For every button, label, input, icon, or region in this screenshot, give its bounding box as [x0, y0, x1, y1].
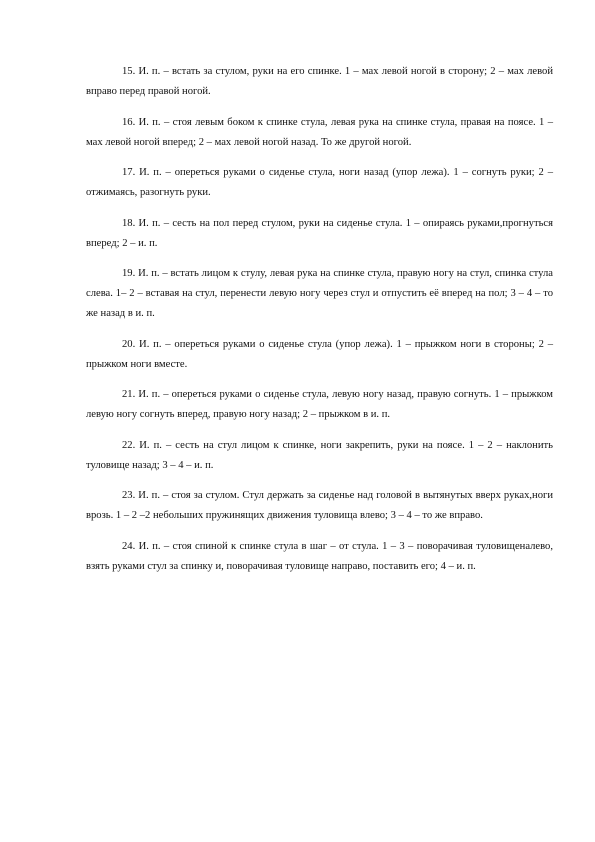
exercise-17: 17. И. п. – опереться руками о сиденье стула, ноги назад (упор лежа). 1 – согнуть руки; 2 – отжимаясь, разогнуть руки. [86, 167, 553, 198]
exercise-19: 19. И. п. – встать лицом к стулу, левая рука на спинке стула, правую ногу на стул, спинка стула слева. 1– 2 – вставая на стул, перенести левую ногу через стул и отпустить её вперед на пол; 3 – 4 – то же назад в и. п. [86, 268, 553, 319]
exercise-18: 18. И. п. – сесть на пол перед стулом, руки на сиденье стула. 1 – опираясь руками,прогнуться вперед; 2 – и. п. [86, 217, 553, 249]
exercise-15: 15. И. п. – встать за стулом, руки на его спинке. 1 – мах левой ногой в сторону; 2 – мах левой вправо перед правой ногой. [86, 66, 553, 97]
exercise-23: 23. И. п. – стоя за стулом. Стул держать за сиденье над головой в вытянутых вверх руках,ноги врозь. 1 – 2 –2 небольших пружинящих движения туловища влево; 3 – 4 – то же вправо. [86, 490, 553, 521]
exercise-16: 16. И. п. – стоя левым боком к спинке стула, левая рука на спинке стула, правая на поясе. 1 – мах левой ногой вперед; 2 – мах левой ногой назад. То же другой ногой. [86, 116, 553, 148]
exercise-24: 24. И. п. – стоя спиной к спинке стула в шаг – от стула. 1 – 3 – поворачивая туловищеналево, взять руками стул за спинку и, поворачивая туловище направо, поставить его; 4 – и. п. [86, 540, 553, 572]
exercise-21: 21. И. п. – опереться руками о сиденье стула, левую ногу назад, правую согнуть. 1 – прыжком левую ногу согнуть вперед, правую ногу назад; 2 – прыжком в и. п. [86, 389, 553, 420]
document-body [86, 62, 553, 587]
exercise-20: 20. И. п. – опереться руками о сиденье стула (упор лежа). 1 – прыжком ноги в стороны; 2 –прыжком ноги вместе. [86, 338, 553, 370]
exercise-22: 22. И. п. – сесть на стул лицом к спинке, ноги закрепить, руки на поясе. 1 – 2 – наклонить туловище назад; 3 – 4 – и. п. [86, 439, 553, 471]
